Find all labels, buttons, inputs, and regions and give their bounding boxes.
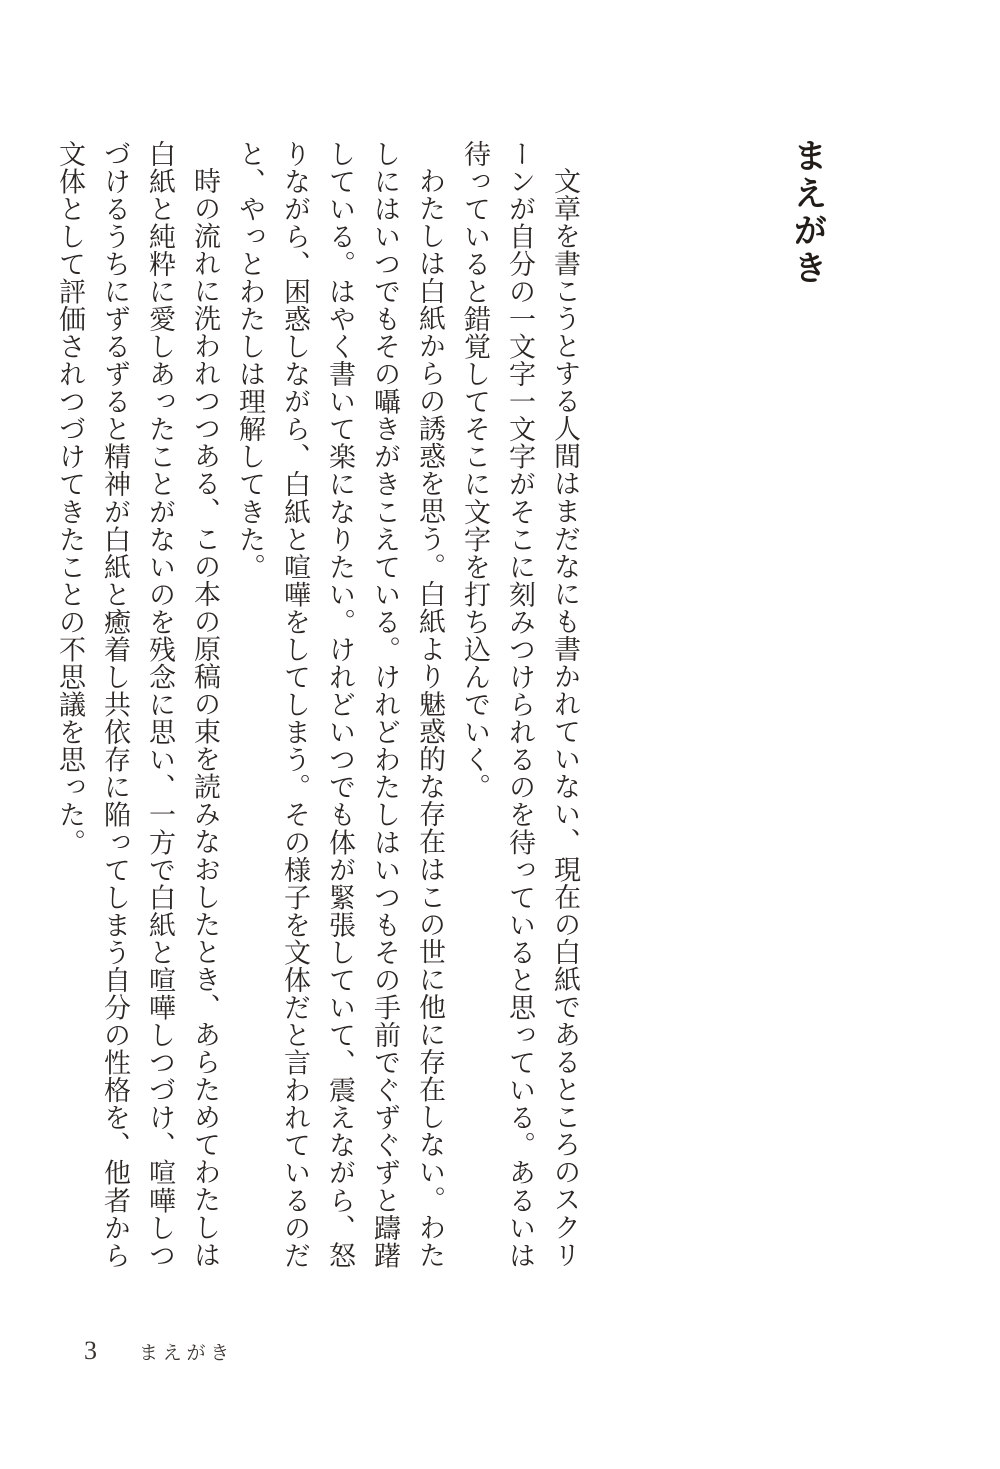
page-title: まえがき bbox=[788, 138, 826, 288]
running-title: まえがき bbox=[139, 1343, 235, 1364]
page-footer bbox=[84, 1336, 234, 1366]
page-number: 3 bbox=[84, 1336, 97, 1365]
paragraph-1: 文章を書こうとする人間はまだなにも書かれていない、現在の白紙であるところのスクリーンが自分の一文字一文字がそこに刻みつけられるのを待っていると思っている。あるいは待っていると錯覚してそこに文字を打ち込んでいく。 bbox=[460, 140, 580, 1270]
paragraph-3: 時の流れに洗われつつある、この本の原稿の束を読みなおしたとき、あらためてわたしは白紙と純粋に愛しあったことがないのを残念に思い、一方で白紙と喧嘩しつづけ、喧嘩しつづけるうちにずるずると精神が白紙と癒着し共依存に陥ってしまう自分の性格を、他者から文体として評価されつづけてきたことの不思議を思った。 bbox=[55, 140, 220, 1270]
preface-body bbox=[47, 140, 587, 1278]
paragraph-2: わたしは白紙からの誘惑を思う。白紙より魅惑的な存在はこの世に他に存在しない。わたしにはいつでもその囁きがきこえている。けれどわたしはいつもその手前でぐずぐずと躊躇している。はやく書いて楽になりたい。けれどいつでも体が緊張していて、震えながら、怒りながら、困惑しながら、白紙と喧嘩をしてしまう。その様子を文体だと言われているのだと、やっとわたしは理解してきた。 bbox=[235, 140, 445, 1270]
